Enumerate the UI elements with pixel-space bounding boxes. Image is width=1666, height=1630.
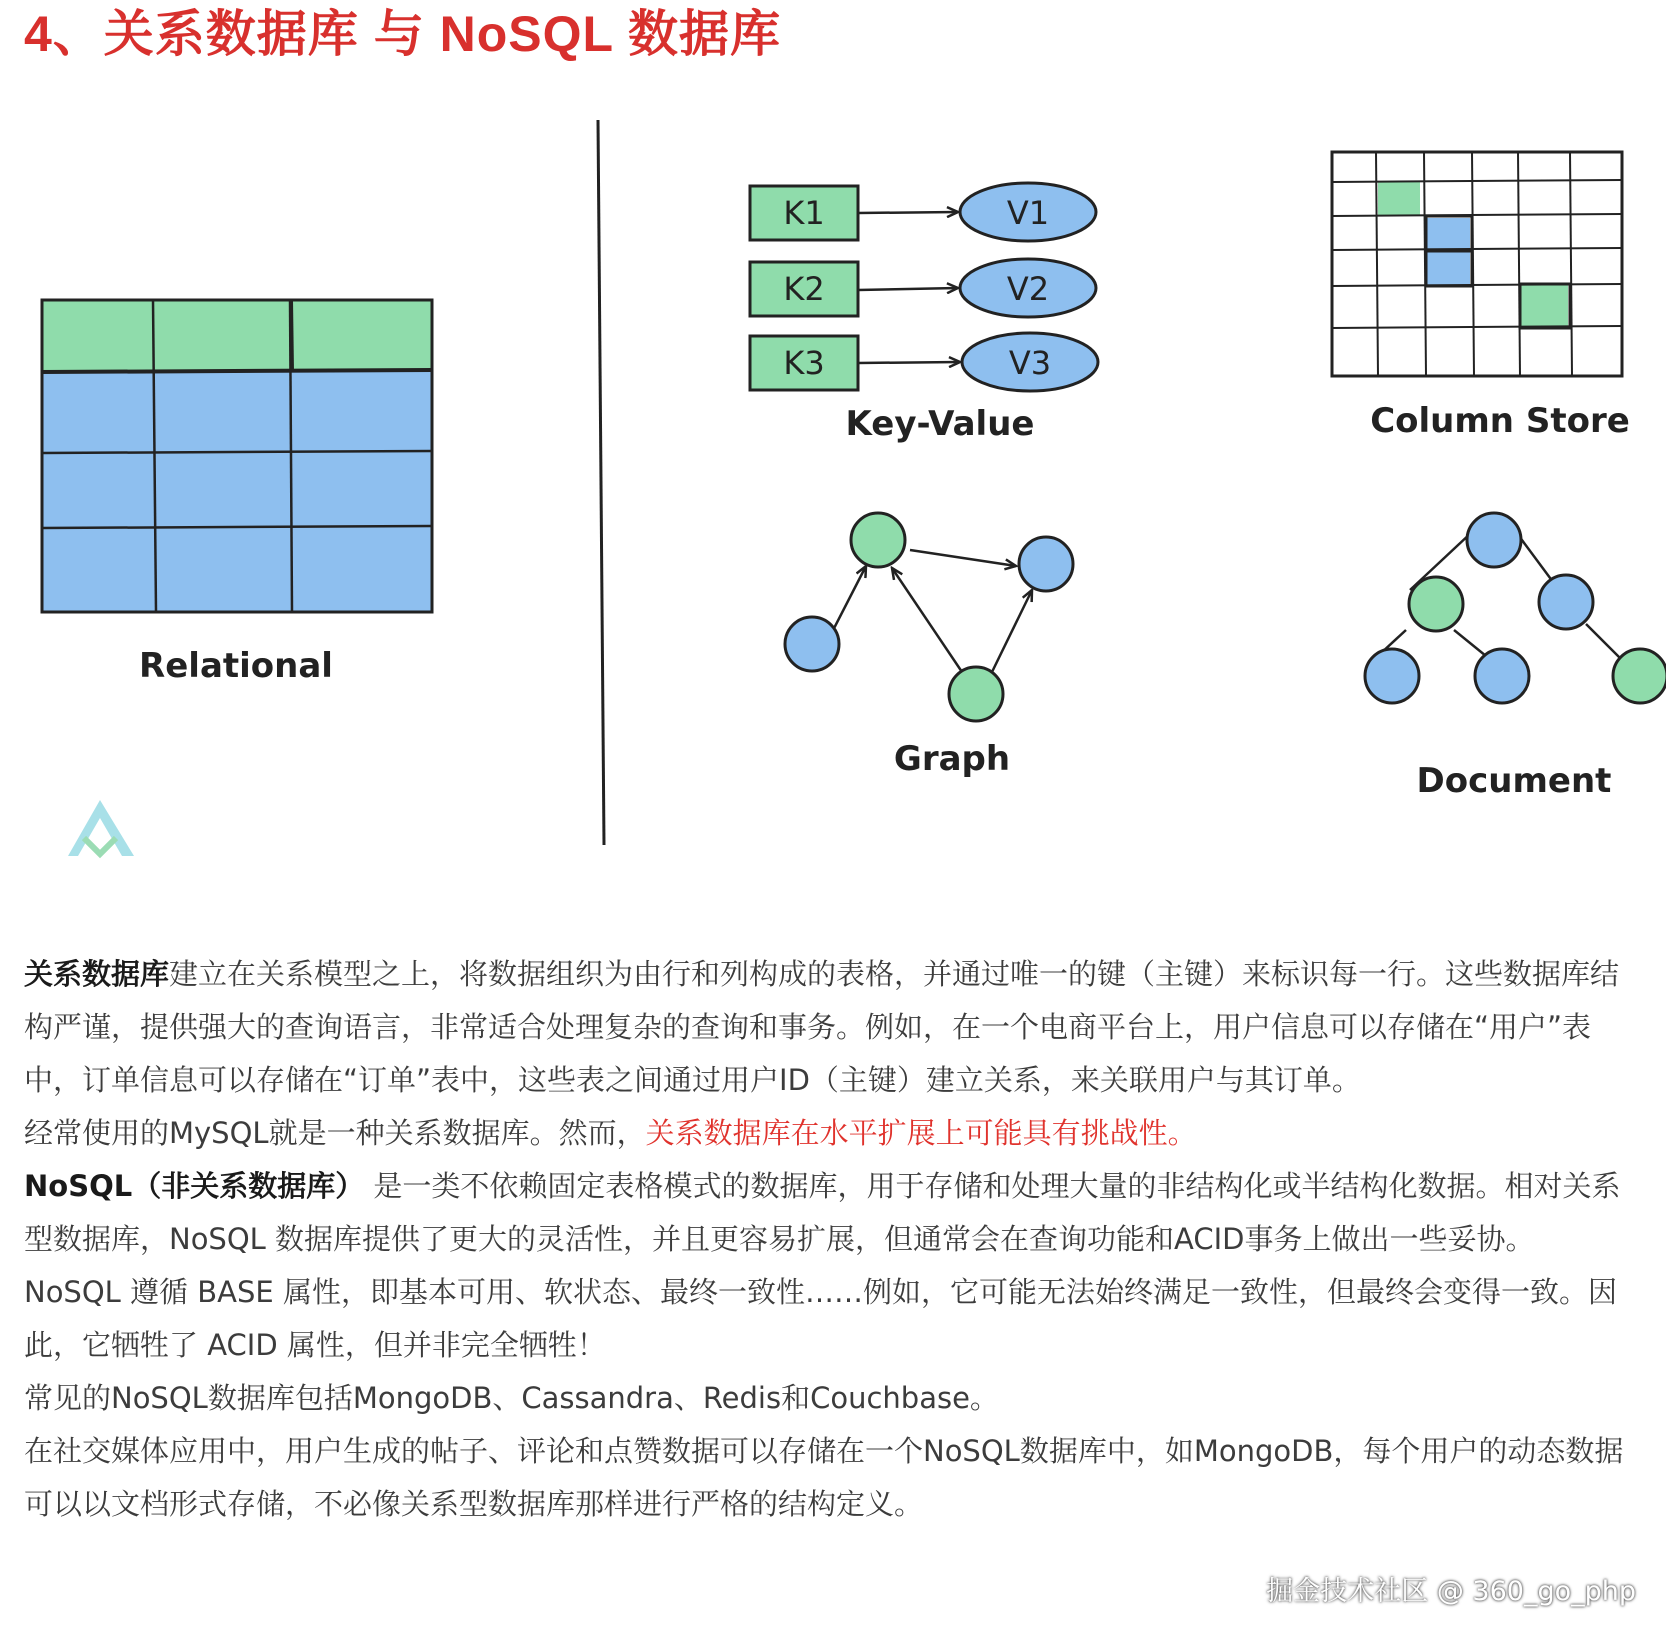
relational-label: Relational (139, 646, 333, 686)
document-tree (1365, 513, 1666, 703)
page-title: 4、关系数据库 与 NoSQL 数据库 (24, 6, 782, 62)
watermark: 掘金技术社区 @ 360_go_php (1266, 1576, 1636, 1607)
document-node (1475, 649, 1529, 703)
key-label: K2 (783, 270, 825, 308)
paragraph-text: 经常使用的MySQL就是一种关系数据库。然而， (24, 1116, 646, 1150)
highlight-text: 关系数据库在水平扩展上可能具有挑战性。 (645, 1116, 1197, 1150)
paragraph-text: 是一类不依赖固定表格模式的数据库，用于存储和处理大量的非结构化或半结构化数据。相对关系型数据库，NoSQL 数据库提供了更大的灵活性，并且更容易扩展，但通常会在查询功能和ACID事务上做出一些妥协。 (24, 1169, 1621, 1256)
key-label: K1 (783, 194, 825, 232)
key-value-label: Key-Value (845, 404, 1035, 444)
paragraph-relational (24, 948, 1644, 1107)
value-label: V3 (1008, 344, 1052, 382)
paragraph-text: 建立在关系模型之上，将数据组织为由行和列构成的表格，并通过唯一的键（主键）来标识每一行。这些数据库结构严谨，提供强大的查询语言，非常适合处理复杂的查询和事务。例如，在一个电商平台上，用户信息可以存储在“用户”表中，订单信息可以存储在“订单”表中，这些表之间通过用户ID（主键）建立关系，来关联用户与其订单。 (24, 957, 1620, 1097)
document-node (1365, 649, 1419, 703)
document-node (1613, 649, 1666, 703)
article-body (24, 948, 1644, 1531)
database-types-diagram (0, 110, 1666, 930)
graph-node (851, 513, 905, 567)
term-nosql: NoSQL（非关系数据库） (24, 1169, 365, 1203)
paragraph-base: NoSQL 遵循 BASE 属性，即基本可用、软状态、最终一致性……例如，它可能无法始终满足一致性，但最终会变得一致。因此，它牺牲了 ACID 属性，但并非完全牺牲！ (24, 1275, 1617, 1362)
paragraph-common-nosql: 常见的NoSQL数据库包括MongoDB、Cassandra、Redis和Couchbase。 (24, 1381, 999, 1415)
value-label: V2 (1006, 270, 1050, 308)
paragraph-social-media: 在社交媒体应用中，用户生成的帖子、评论和点赞数据可以存储在一个NoSQL数据库中，如MongoDB，每个用户的动态数据可以以文档形式存储，不必像关系型数据库那样进行严格的结构定义。 (24, 1434, 1624, 1521)
divider-line (598, 120, 604, 845)
value-label: V1 (1006, 194, 1050, 232)
key-value-diagram (750, 183, 1098, 391)
graph-label: Graph (893, 739, 1011, 779)
column-store-grid (1332, 152, 1622, 376)
key-label: K3 (783, 344, 825, 382)
paragraph-mysql (24, 1107, 1644, 1160)
document-node (1409, 577, 1463, 631)
graph-node (1019, 537, 1073, 591)
logo-icon (68, 800, 134, 856)
document-label: Document (1416, 761, 1612, 801)
document-node (1467, 513, 1521, 567)
document-node (1539, 575, 1593, 629)
graph-node (785, 617, 839, 671)
paragraph-nosql (24, 1160, 1644, 1266)
graph-diagram (785, 513, 1073, 721)
term-relational-db: 关系数据库 (24, 957, 170, 991)
relational-table (42, 300, 432, 612)
column-store-label: Column Store (1370, 401, 1630, 441)
graph-node (949, 667, 1003, 721)
